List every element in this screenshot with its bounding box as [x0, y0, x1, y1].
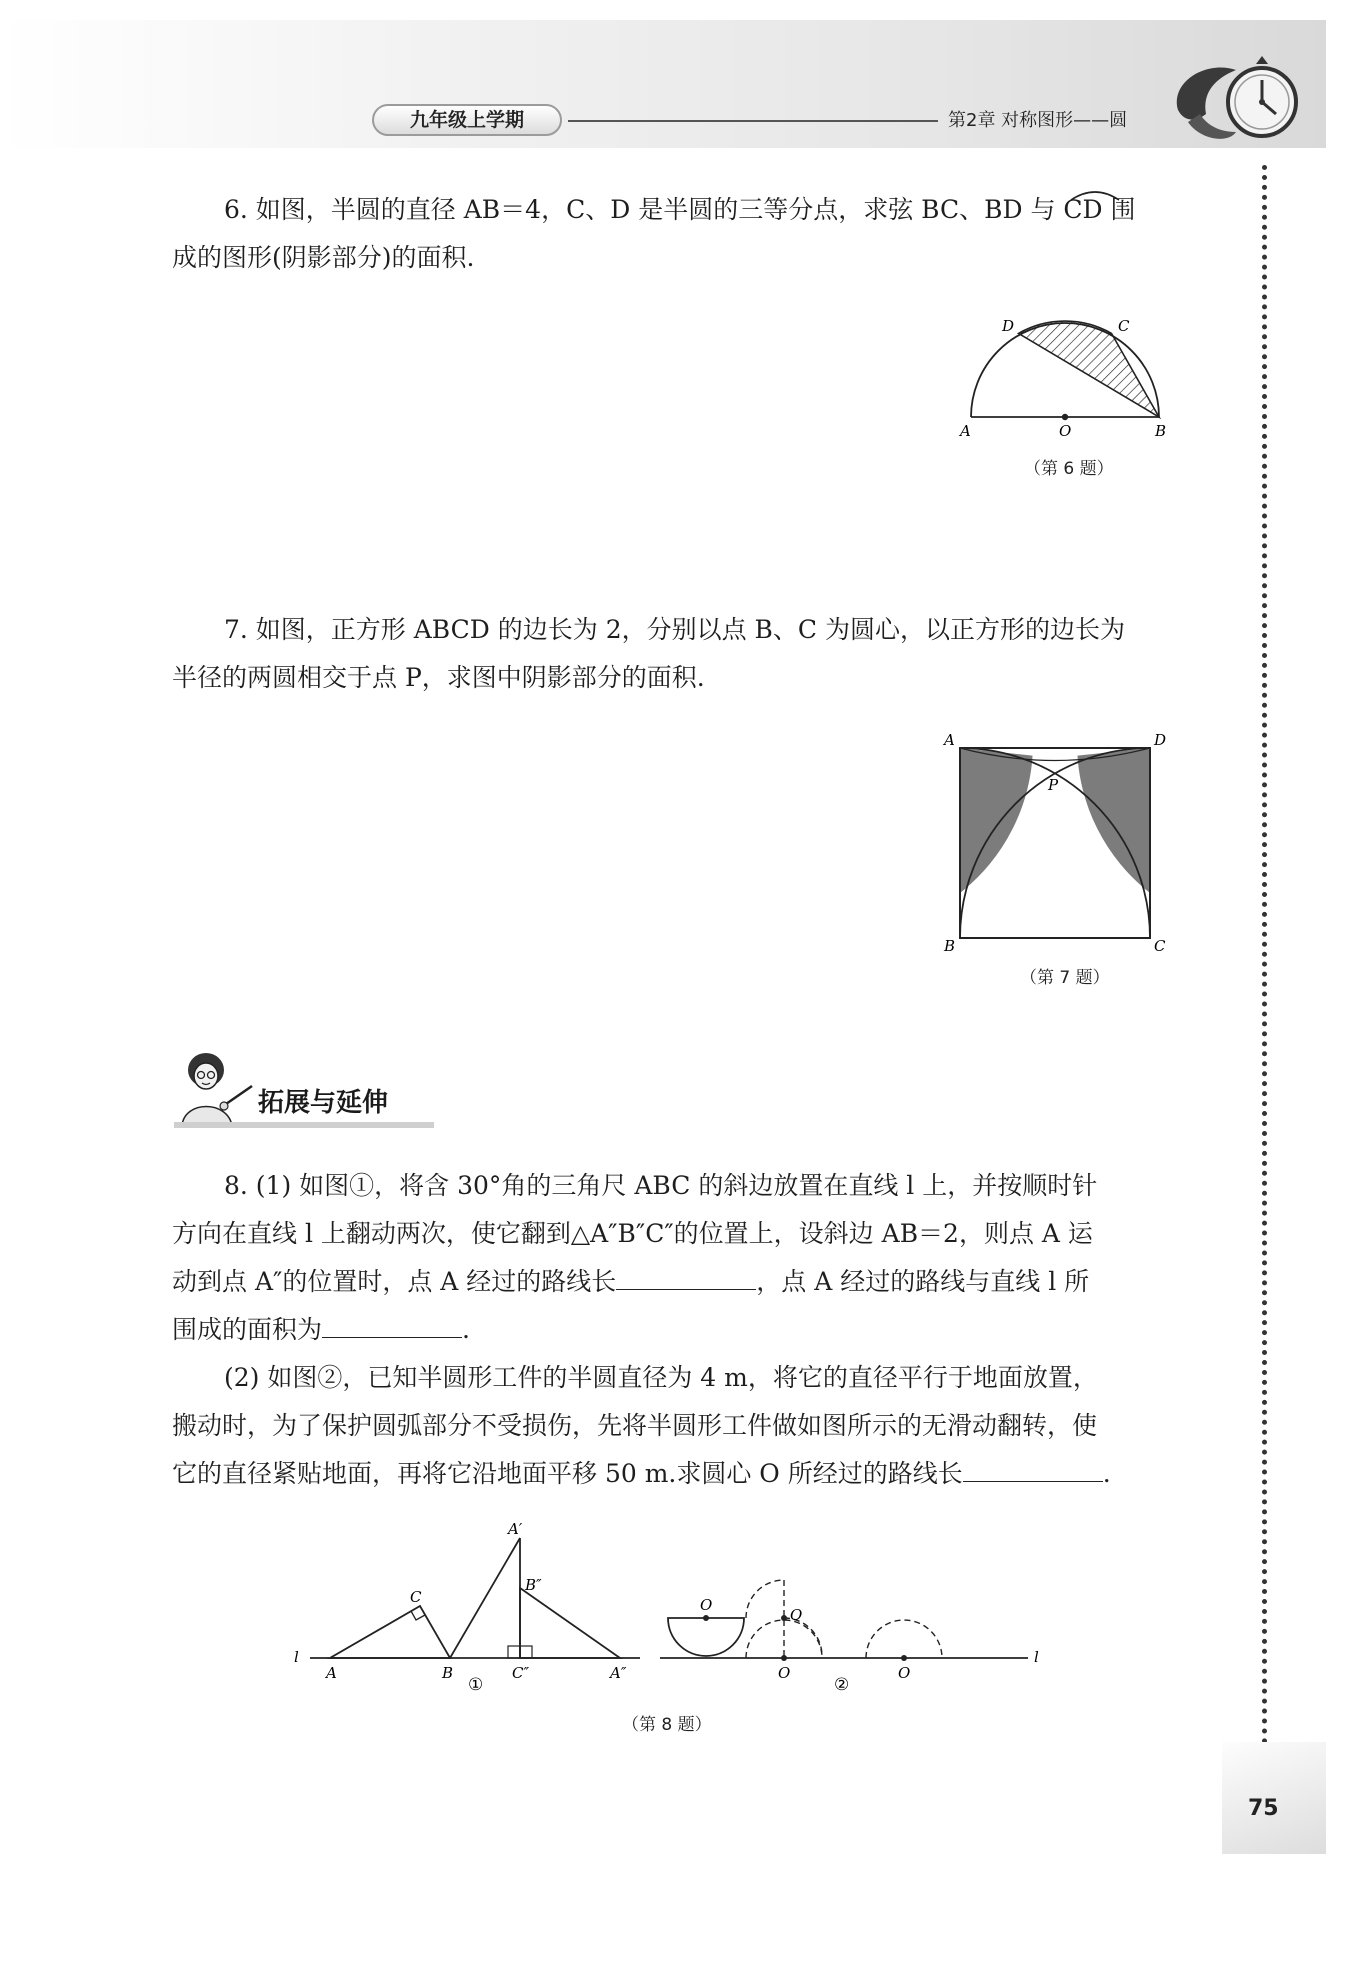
margin-dotted-line — [1262, 165, 1267, 1745]
figure-8-part-2 — [660, 1580, 1039, 1695]
label-O: O — [1059, 422, 1072, 440]
problem-8-p1-line-4 — [172, 1306, 1111, 1354]
label-A-double: A″ — [610, 1664, 627, 1682]
label-B-double: B″ — [525, 1576, 542, 1594]
label-D: D — [1154, 731, 1167, 749]
shaded-right — [1077, 748, 1150, 893]
semicircle-start — [668, 1618, 744, 1656]
arc-symbol-icon — [1065, 186, 1125, 202]
label-A: A — [326, 1664, 337, 1682]
problem-8-p2-line-3 — [172, 1450, 1111, 1498]
p1-line-3-text-a: 动到点 A″的位置时，点 A 经过的路线长 — [172, 1267, 617, 1296]
triangle-ABC — [330, 1606, 450, 1658]
label-fig-1: ① — [468, 1675, 484, 1695]
problem-8 — [172, 1162, 1111, 1498]
figure-8-part-1 — [294, 1520, 640, 1695]
problem-6-line-1: 6. 如图，半圆的直径 AB＝4，C、D 是半圆的三等分点，求弦 BC、BD 与 CD 围 — [224, 195, 1136, 224]
label-P: P — [1048, 776, 1059, 794]
answer-blank-3[interactable] — [963, 1455, 1103, 1482]
label-A: A — [960, 422, 971, 440]
answer-blank-1[interactable] — [616, 1263, 756, 1290]
problem-8-p2-line-1: (2) 如图②，已知半圆形工件的半圆直径为 4 m，将它的直径平行于地面放置， — [224, 1363, 1098, 1392]
p1-line-4-text-a: 围成的面积为 — [172, 1315, 323, 1344]
label-B: B — [442, 1664, 454, 1682]
label-O-1: O — [700, 1596, 713, 1614]
header-rule — [568, 120, 938, 122]
teacher-icon — [172, 1048, 256, 1128]
label-B: B — [944, 937, 956, 952]
problem-8-p2-line-2: 搬动时，为了保护圆弧部分不受损伤，先将半圆形工件做如图所示的无滑动翻转，使 — [172, 1411, 1098, 1440]
problem-8-p1-line-1: 8. (1) 如图①，将含 30°角的三角尺 ABC 的斜边放置在直线 l 上，并按顺时针 — [224, 1171, 1098, 1200]
page-number: 75 — [1248, 1796, 1279, 1821]
compass-clock-icon — [1166, 52, 1306, 152]
p1-line-4-text-b: . — [462, 1315, 470, 1344]
label-C: C — [1154, 937, 1166, 952]
figure-6 — [950, 305, 1190, 440]
label-O-4: O — [898, 1664, 911, 1682]
label-O-3: O — [778, 1664, 791, 1682]
label-O-2: O — [790, 1606, 803, 1624]
figure-8-caption: （第 8 题） — [622, 1715, 712, 1735]
chapter-title: 第2章 对称图形——圆 — [948, 110, 1128, 131]
triangle-A2B2C2 — [520, 1588, 620, 1658]
p2-line-3-text-a: 它的直径紧贴地面，再将它沿地面平移 50 m.求圆心 O 所经过的路线长 — [172, 1459, 963, 1488]
figure-6-caption: （第 6 题） — [1024, 459, 1114, 479]
label-l-1: l — [294, 1648, 299, 1666]
label-A-prime: A′ — [508, 1520, 523, 1538]
label-l-2: l — [1034, 1648, 1039, 1666]
problem-7-line-2: 半径的两圆相交于点 P，求图中阴影部分的面积. — [172, 663, 705, 692]
problem-8-p1-line-2: 方向在直线 l 上翻动两次，使它翻到△A″B″C″的位置上，设斜边 AB＝2，则点 A 运 — [172, 1219, 1093, 1248]
p2-line-3-text-b: . — [1102, 1459, 1111, 1488]
problem-7-line-1: 7. 如图，正方形 ABCD 的边长为 2，分别以点 B、C 为圆心，以正方形的边长为 — [224, 615, 1126, 644]
label-C-double: C″ — [512, 1664, 530, 1682]
center-point — [1062, 414, 1068, 420]
problem-8-p1-line-3 — [172, 1258, 1111, 1306]
shaded-region — [1019, 321, 1160, 417]
shaded-left — [960, 748, 1033, 893]
answer-blank-2[interactable] — [322, 1311, 462, 1338]
label-C: C — [1118, 317, 1130, 335]
section-title: 拓展与延伸 — [258, 1088, 389, 1118]
grade-label: 九年级上学期 — [372, 104, 562, 136]
section-underline — [174, 1122, 434, 1128]
problem-6 — [172, 186, 1136, 282]
figure-7-caption: （第 7 题） — [1020, 968, 1110, 988]
figure-7 — [940, 728, 1180, 952]
label-B: B — [1155, 422, 1167, 440]
label-C: C — [410, 1588, 422, 1606]
p1-line-3-text-b: ，点 A 经过的路线与直线 l 所 — [756, 1267, 1090, 1296]
problem-7 — [172, 606, 1125, 702]
problem-6-line-2: 成的图形(阴影部分)的面积. — [172, 243, 475, 272]
label-fig-2: ② — [834, 1675, 850, 1695]
label-A: A — [944, 731, 955, 749]
label-D: D — [1002, 317, 1015, 335]
figure-8 — [290, 1518, 1050, 1698]
